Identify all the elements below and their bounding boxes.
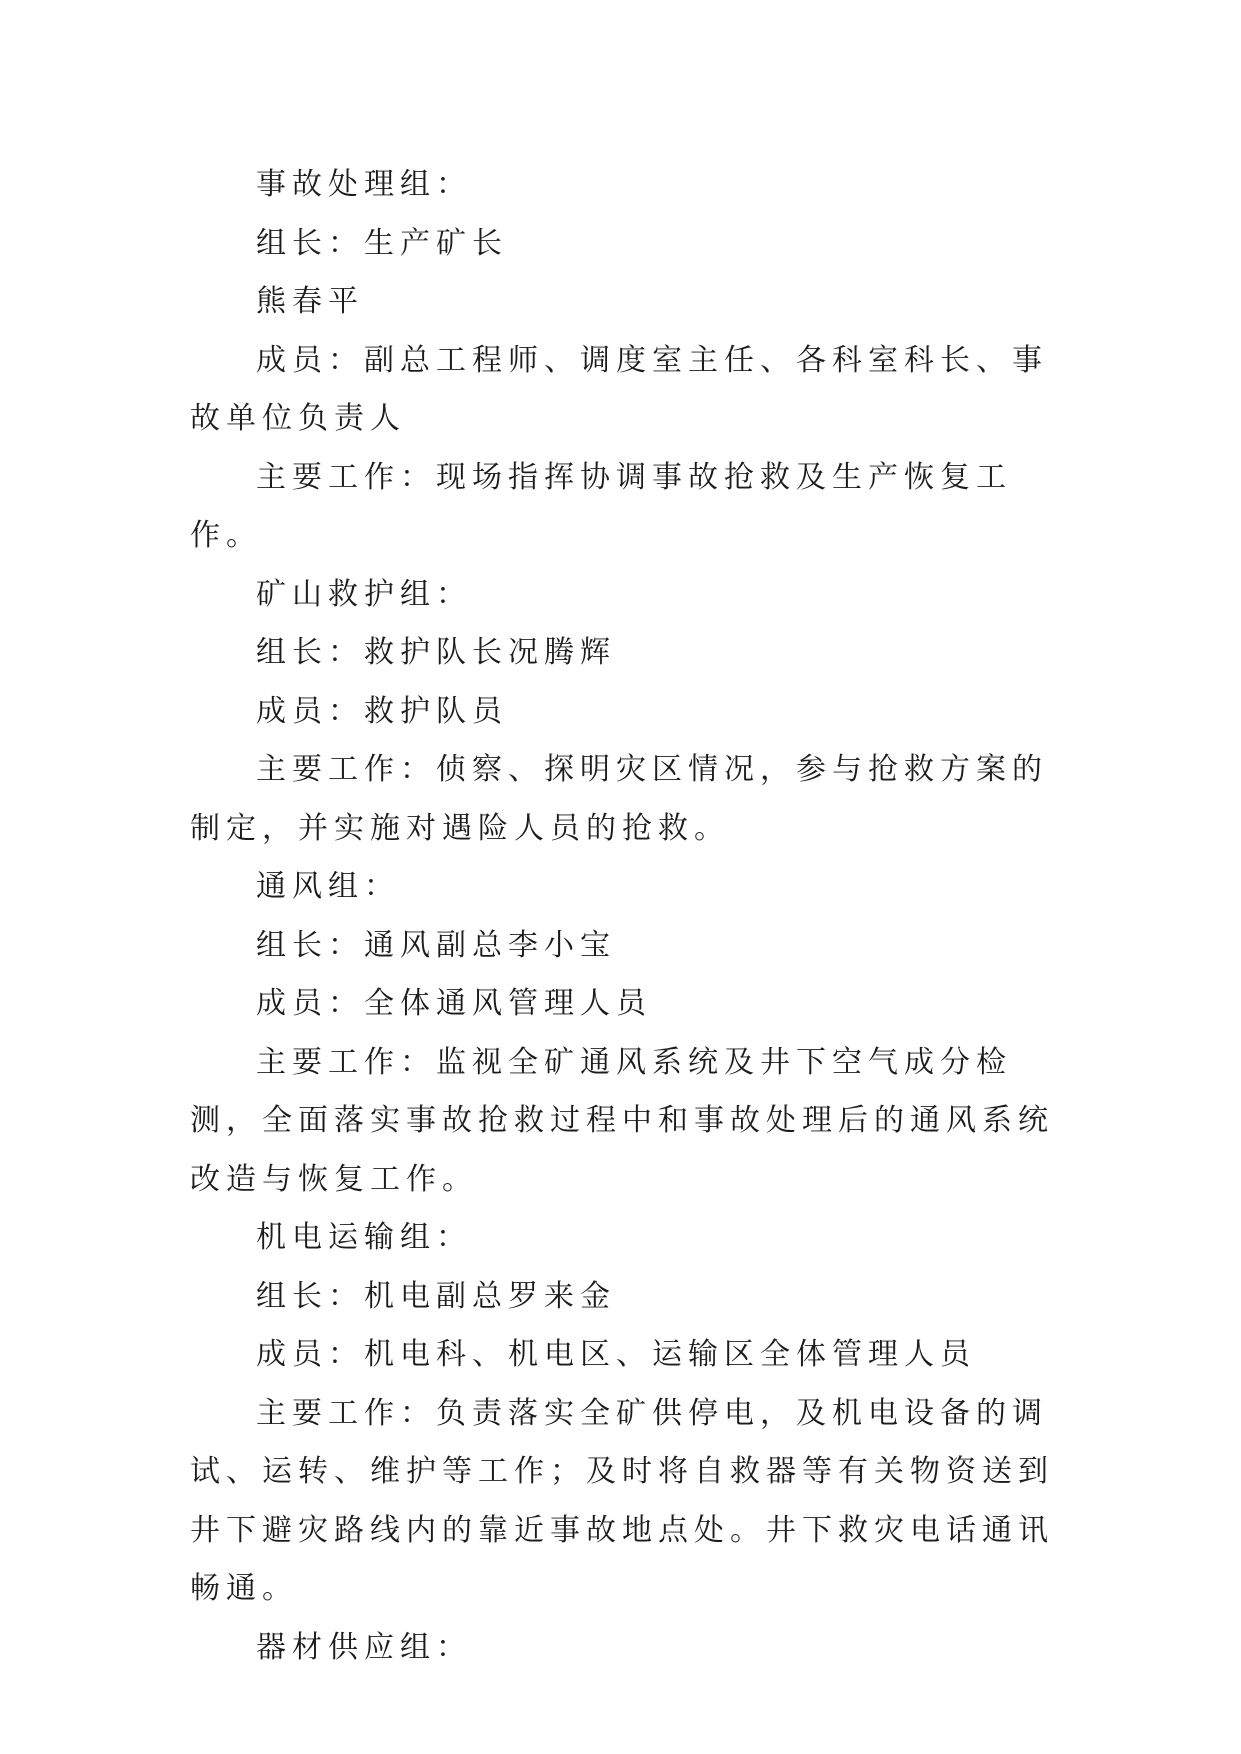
leader-line: 组长：救护队长况腾辉 [256, 635, 616, 670]
main-work-line: 主要工作：监视全矿通风系统及井下空气成分检测，全面落实事故抢救过程中和事故处理后的通风系统改造与恢复工作。 [190, 1044, 1054, 1197]
document-body [190, 156, 1072, 1677]
leader-line: 组长：机电副总罗来金 [256, 1278, 616, 1314]
leader-line: 组长：通风副总李小宝 [256, 927, 616, 963]
heading-equipment-supply-group: 器材供应组： [256, 1629, 472, 1665]
main-work-line: 主要工作：侦察、探明灾区情况，参与抢救方案的制定，并实施对遇险人员的抢救。 [190, 752, 1048, 846]
heading-accident-handling-group: 事故处理组： [256, 167, 472, 202]
leader-line: 组长：生产矿长 [256, 225, 508, 261]
members-line: 成员：全体通风管理人员 [256, 986, 652, 1021]
heading-electromechanical-transport-group: 机电运输组： [256, 1220, 472, 1255]
main-work-line: 主要工作：现场指挥协调事故抢救及生产恢复工作。 [190, 459, 1012, 553]
members-line: 成员：机电科、机电区、运输区全体管理人员 [256, 1337, 976, 1372]
leader-name: 熊春平 [256, 284, 364, 319]
heading-mine-rescue-group: 矿山救护组： [256, 576, 472, 612]
members-line: 成员：救护队员 [256, 693, 508, 729]
main-work-line: 主要工作：负责落实全矿供停电，及机电设备的调试、运转、维护等工作；及时将自救器等有关物资送到井下避灾路线内的靠近事故地点处。井下救灾电话通讯畅通。 [190, 1395, 1054, 1606]
members-line: 成员：副总工程师、调度室主任、各科室科长、事故单位负责人 [190, 342, 1048, 436]
heading-ventilation-group: 通风组： [256, 869, 400, 904]
